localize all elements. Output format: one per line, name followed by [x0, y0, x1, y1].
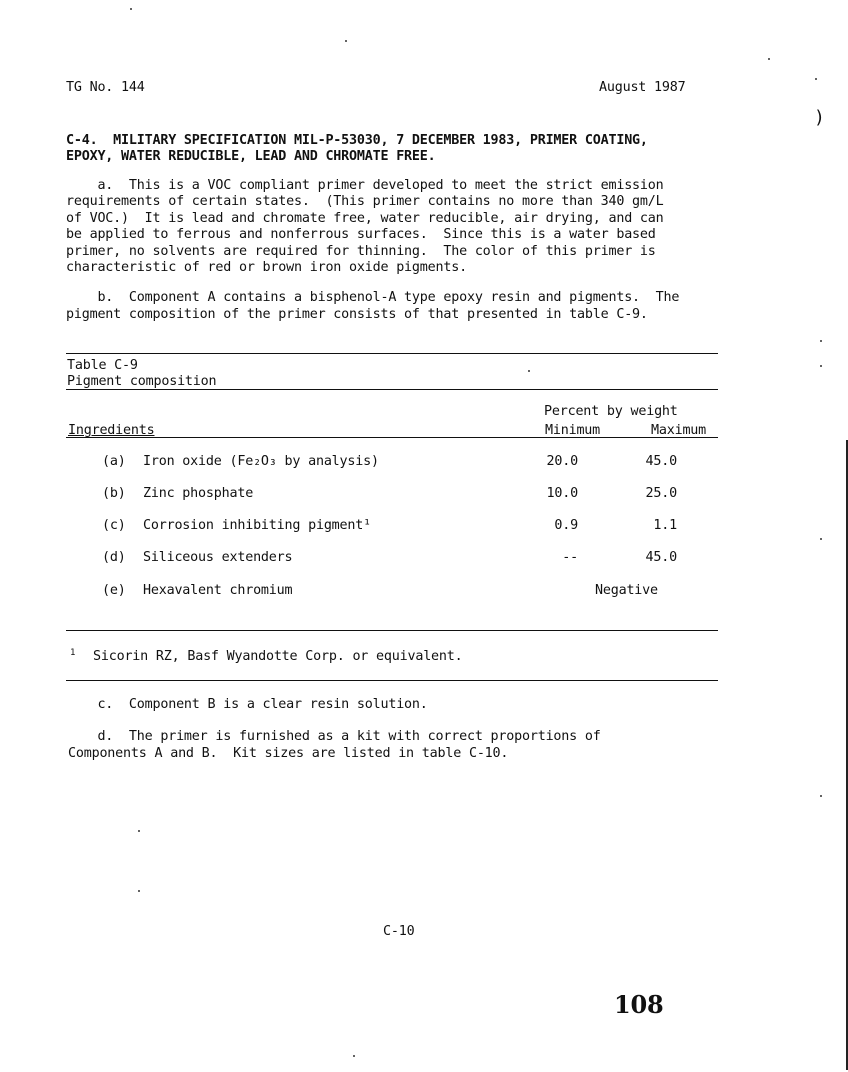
table-number: Table C-9	[67, 358, 138, 373]
row-min: 0.9	[554, 518, 578, 533]
text-line: a. This is a VOC compliant primer developed to meet the strict emission	[66, 178, 664, 193]
row-combined-value: Negative	[595, 583, 658, 598]
row-min: 20.0	[546, 454, 578, 469]
text-line: be applied to ferrous and nonferrous surfaces. Since this is a water based	[66, 227, 656, 242]
column-header-ingredients: Ingredients	[68, 423, 155, 438]
header-rule	[66, 437, 718, 438]
row-min: 10.0	[546, 486, 578, 501]
row-name: Hexavalent chromium	[143, 583, 293, 598]
row-label: (c)	[102, 518, 126, 533]
text-line: Components A and B. Kit sizes are listed in table C-10.	[68, 746, 509, 761]
row-label: (d)	[102, 550, 126, 565]
table-top-rule	[66, 353, 718, 354]
text-line: of VOC.) It is lead and chromate free, water reducible, air drying, and can	[66, 211, 664, 226]
text-line: requirements of certain states. (This primer contains no more than 340 gm/L	[66, 194, 664, 209]
group-header: Percent by weight	[544, 404, 678, 419]
document-page: ) TG No. 144 August 1987 C-4. MILITARY SPECIFICATION MIL-P-53030, 7 DECEMBER 1983, PRIMER COATING, EPOXY, WATER REDUCIBLE, LEAD AND CHROMATE FREE. a. This is a VOC compliant primer developed to meet the strict emission requirements of certain states. (This primer contains no more than 340 gm/L of VOC.) It is lead and chromate free, water reducible, air drying, and can be applied to ferrous and nonferrous surfaces. Since this is a water based primer, no solvents are required for thinning. The color of this primer is characteristic of red or brown iron oxide pigments. b. Component A contains a bisphenol-A type epoxy resin and pigments. The pigment composition of the primer consists of that presented in table C-9. Table C-9 Pigment composition Percent by weight Ingredients Minimum Maximum (a) Iron oxide (Fe₂O₃ by analysis) 20.0 45.0 (b) Zinc phosphate 10.0 25.0 (c) Corrosion inhibiting pigment¹ 0.9 1.1 (d) Siliceous extenders -- 45.0 (e) Hexavalent chromium Negative 1 Sicorin RZ, Basf Wyandotte Corp. or equivalent. c. Component B is a clear resin solution. d. The primer is furnished as a kit with correct proportions of Components A and B. Kit sizes are listed in table C-10. C-10 108	[0, 0, 848, 1072]
row-max: 1.1	[653, 518, 677, 533]
title-line: EPOXY, WATER REDUCIBLE, LEAD AND CHROMATE FREE.	[66, 149, 436, 164]
text-line: d. The primer is furnished as a kit with correct proportions of	[66, 729, 601, 744]
page-number: C-10	[383, 924, 415, 939]
column-header-minimum: Minimum	[545, 423, 601, 438]
text-line: primer, no solvents are required for thinning. The color of this primer is	[66, 244, 656, 259]
row-label: (e)	[102, 583, 126, 598]
table-title-rule	[66, 389, 718, 390]
row-max: 45.0	[645, 454, 677, 469]
row-label: (b)	[102, 486, 126, 501]
row-name: Corrosion inhibiting pigment¹	[143, 518, 371, 533]
row-name: Siliceous extenders	[143, 550, 293, 565]
header-doc-number: TG No. 144	[66, 80, 145, 95]
table-footnote: Sicorin RZ, Basf Wyandotte Corp. or equivalent.	[93, 649, 463, 664]
text-line: c. Component B is a clear resin solution.	[66, 697, 428, 712]
text-line: pigment composition of the primer consists of that presented in table C-9.	[66, 307, 648, 322]
text-line: b. Component A contains a bisphenol-A type epoxy resin and pigments. The	[66, 290, 680, 305]
footnote-rule	[66, 680, 718, 681]
title-line: C-4. MILITARY SPECIFICATION MIL-P-53030, 7 DECEMBER 1983, PRIMER COATING,	[66, 133, 648, 148]
table-bottom-rule	[66, 630, 718, 631]
footnote-mark: 1	[70, 648, 76, 658]
row-min: --	[562, 550, 578, 565]
row-name: Zinc phosphate	[143, 486, 254, 501]
stamped-page-number: 108	[614, 990, 664, 1019]
row-label: (a)	[102, 454, 126, 469]
row-max: 25.0	[645, 486, 677, 501]
header-date: August 1987	[599, 80, 686, 95]
row-name: Iron oxide (Fe₂O₃ by analysis)	[143, 454, 379, 469]
row-max: 45.0	[645, 550, 677, 565]
column-header-maximum: Maximum	[651, 423, 707, 438]
table-title: Pigment composition	[67, 374, 217, 389]
text-line: characteristic of red or brown iron oxide pigments.	[66, 260, 467, 275]
